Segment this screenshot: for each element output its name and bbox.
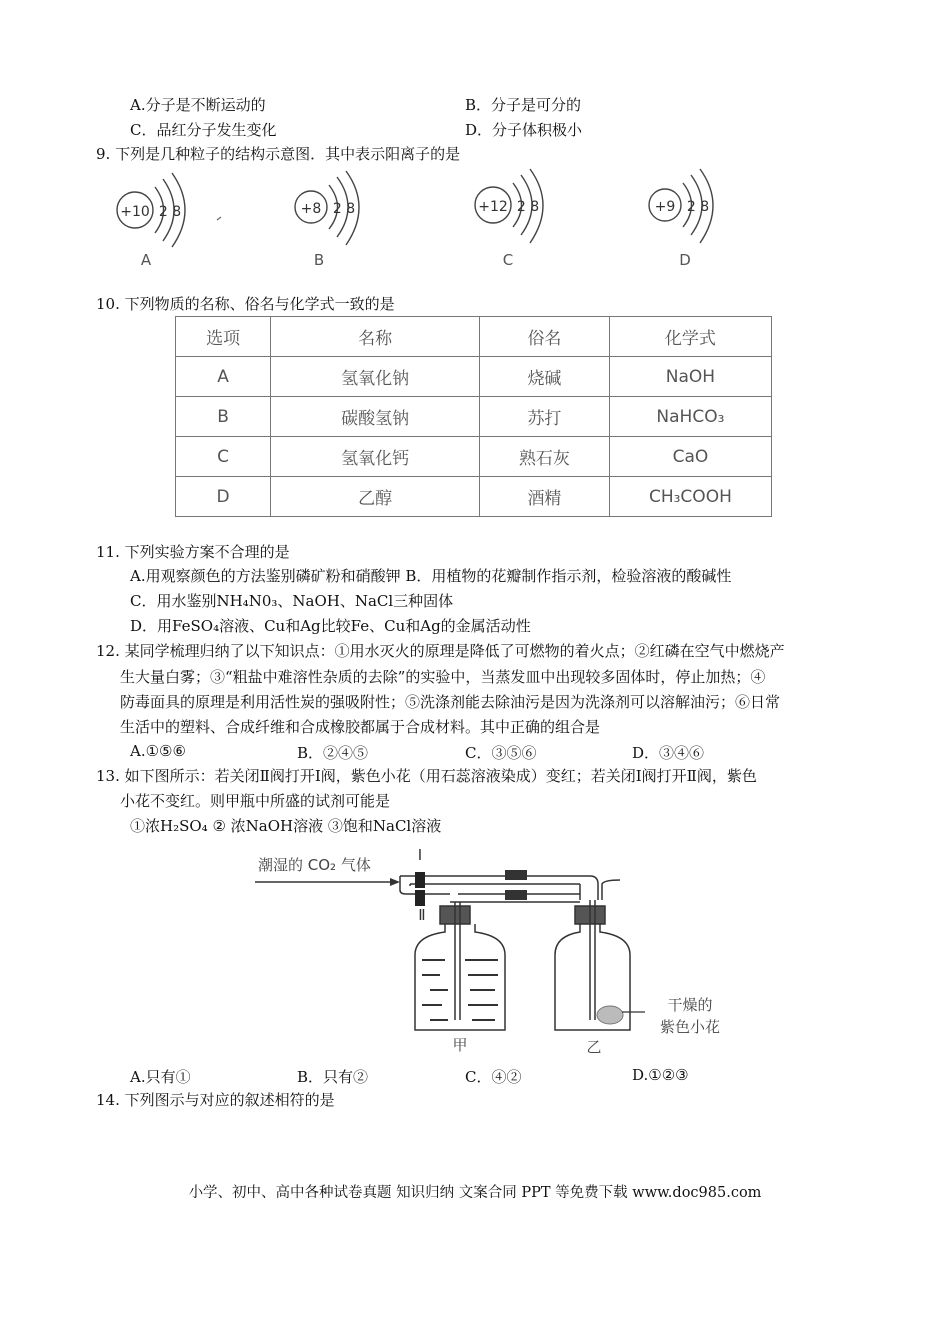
atom-a-nucleus: +10 <box>120 204 150 220</box>
table-row <box>176 477 772 517</box>
table-cell: NaOH <box>609 357 771 397</box>
flask-jia-label: 甲 <box>452 1036 468 1054</box>
table-row <box>176 357 772 397</box>
table-cell: 氢氧化钠 <box>271 357 480 397</box>
table-cell: C <box>176 437 271 477</box>
q13-apparatus-diagram <box>250 840 750 1060</box>
table-cell: 乙醇 <box>271 477 480 517</box>
table-cell: 苏打 <box>480 397 610 437</box>
q12-line-4: 生活中的塑料、合成纤维和合成橡胶都属于合成材料。其中正确的组合是 <box>120 718 601 736</box>
q12-option-d: D．③④⑥ <box>632 744 705 762</box>
q8-option-a: A.分子是不断运动的 <box>130 96 266 114</box>
atom-d-shells: 2 8 <box>686 199 710 215</box>
q11-line-3: D．用FeSO₄溶液、Cu和Ag比较Fe、Cu和Ag的金属活动性 <box>130 617 531 635</box>
atom-c-nucleus: +12 <box>478 199 508 215</box>
atom-c-shells: 2 8 <box>516 199 540 215</box>
flask-jia <box>415 902 505 1030</box>
table-header-cell: 选项 <box>176 317 271 357</box>
table-cell: NaHCO₃ <box>609 397 771 437</box>
table-cell: A <box>176 357 271 397</box>
q13-line-3: ①浓H₂SO₄ ② 浓NaOH溶液 ③饱和NaCl溶液 <box>130 817 442 835</box>
valve-1 <box>415 872 425 888</box>
q13-line-1: 13. 如下图所示：若关闭Ⅱ阀打开I阀，紫色小花（用石蕊溶液染成）变红；若关闭I阀打开Ⅱ阀，紫色 <box>96 767 757 785</box>
atom-d-nucleus: +9 <box>654 199 676 215</box>
page-footer: 小学、初中、高中各种试卷真题 知识归纳 文案合同 PPT 等免费下载 www.doc985.com <box>188 1185 762 1201</box>
q10-table <box>175 316 772 517</box>
q12-option-c: C．③⑤⑥ <box>465 744 537 762</box>
q8-option-c: C．品红分子发生变化 <box>130 121 277 139</box>
table-cell: D <box>176 477 271 517</box>
table-cell: CH₃COOH <box>609 477 771 517</box>
table-cell: 熟石灰 <box>480 437 610 477</box>
gas-label: 潮湿的 CO₂ 气体 <box>258 856 371 874</box>
table-cell: CaO <box>609 437 771 477</box>
q12-option-a: A.①⑤⑥ <box>130 742 186 760</box>
atom-a-label: A <box>140 251 152 269</box>
atom-d-label: D <box>679 251 691 269</box>
arrow-head <box>390 878 400 886</box>
atom-c-label: C <box>502 251 514 269</box>
table-row <box>176 437 772 477</box>
atom-b-shells: 2 8 <box>332 201 356 217</box>
q12-line-1: 12. 某同学梳理归纳了以下知识点：①用水灭火的原理是降低了可燃物的着火点；②红磷在空气中燃烧产 <box>96 642 785 660</box>
table-cell: 酒精 <box>480 477 610 517</box>
valve-2-label: Ⅱ <box>418 906 426 924</box>
q9-atom-diagrams <box>100 165 740 275</box>
flower-label-1: 干燥的 <box>667 996 713 1014</box>
valve-1-label: I <box>417 846 423 864</box>
table-header-cell: 俗名 <box>480 317 610 357</box>
q13-option-b: B．只有② <box>297 1068 369 1086</box>
q13-line-2: 小花不变红。则甲瓶中所盛的试剂可能是 <box>120 792 391 810</box>
table-cell: 氢氧化钙 <box>271 437 480 477</box>
tube-upper <box>400 876 598 902</box>
table-cell: 烧碱 <box>480 357 610 397</box>
q11-stem: 11. 下列实验方案不合理的是 <box>96 543 290 561</box>
atom-b-label: B <box>313 251 325 269</box>
q8-option-d: D．分子体积极小 <box>465 121 583 139</box>
flask-yi-label: 乙 <box>586 1038 602 1056</box>
q10-stem: 10. 下列物质的名称、俗名与化学式一致的是 <box>96 295 395 313</box>
q12-line-2: 生大量白雾；③“粗盐中难溶性杂质的去除”的实验中，当蒸发皿中出现较多固体时，停止加热；④ <box>120 668 766 686</box>
q8-option-b: B．分子是可分的 <box>465 96 582 114</box>
flower-label-2: 紫色小花 <box>659 1018 721 1036</box>
q12-option-b: B．②④⑤ <box>297 744 369 762</box>
table-header-cell: 名称 <box>271 317 480 357</box>
table-header-cell: 化学式 <box>609 317 771 357</box>
stray-mark <box>217 217 221 220</box>
q13-option-d: D.①②③ <box>632 1066 689 1084</box>
atom-a-shells: 2 8 <box>158 204 182 220</box>
atom-b-nucleus: +8 <box>300 201 322 217</box>
purple-flower <box>597 1006 623 1024</box>
q9-stem: 9. 下列是几种粒子的结构示意图．其中表示阳离子的是 <box>96 145 461 163</box>
q13-option-c: C．④② <box>465 1068 522 1086</box>
valve-2 <box>415 890 425 906</box>
q14-stem: 14. 下列图示与对应的叙述相符的是 <box>96 1091 335 1109</box>
table-row <box>176 397 772 437</box>
table-cell: 碳酸氢钠 <box>271 397 480 437</box>
connector <box>505 870 527 880</box>
q13-option-a: A.只有① <box>130 1068 191 1086</box>
table-cell: B <box>176 397 271 437</box>
table-header-row <box>176 317 772 357</box>
connector <box>505 890 527 900</box>
q11-line-2: C．用水鉴别NH₄N0₃、NaOH、NaCl三种固体 <box>130 592 454 610</box>
q11-line-1: A.用观察颜色的方法鉴别磷矿粉和硝酸钾 B．用植物的花瓣制作指示剂，检验溶液的酸碱性 <box>130 567 732 585</box>
q12-line-3: 防毒面具的原理是利用活性炭的强吸附性；⑤洗涤剂能去除油污是因为洗涤剂可以溶解油污；⑥日常 <box>120 693 781 711</box>
